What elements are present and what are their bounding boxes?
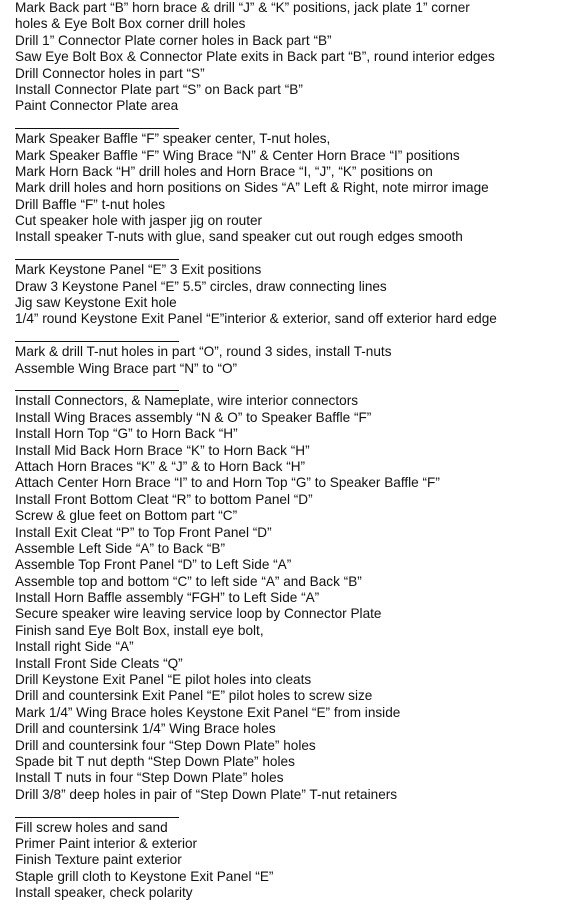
checklist-line: Assemble top and bottom “C” to left side “A” and Back “B” — [15, 573, 362, 589]
checklist-line: Drill Keystone Exit Panel “E pilot holes into cleats — [15, 672, 312, 688]
checklist-line: Draw 3 Keystone Panel “E” 5.5” circles, draw connecting lines — [15, 278, 387, 294]
checklist-line: Install Front Bottom Cleat “R” to bottom Panel “D” — [15, 491, 313, 507]
checklist-line: Install Wing Braces assembly “N & O” to Speaker Baffle “F” — [15, 409, 372, 425]
checklist-line: Finish Texture paint exterior — [15, 852, 182, 868]
checklist-line: Install Exit Cleat “P” to Top Front Panel “D” — [15, 524, 272, 540]
divider-rule — [15, 259, 179, 260]
checklist-line: Mark 1/4” Wing Brace holes Keystone Exit Panel “E” from inside — [15, 704, 401, 720]
checklist-line: holes & Eye Bolt Box corner drill holes — [15, 16, 246, 32]
checklist-line: Drill 1” Connector Plate corner holes in Back part “B” — [15, 32, 332, 48]
divider-rule — [15, 390, 179, 391]
section-divider — [15, 377, 563, 393]
checklist-line: Paint Connector Plate area — [15, 98, 179, 114]
checklist-line: Finish sand Eye Bolt Box, install eye bolt, — [15, 622, 264, 638]
checklist-line: Drill and countersink 1/4” Wing Brace holes — [15, 721, 276, 737]
section-finishing — [15, 820, 563, 902]
checklist-line: Install Horn Top “G” to Horn Back “H” — [15, 426, 238, 442]
checklist-line: Assemble Left Side “A” to Back “B” — [15, 540, 226, 556]
checklist-line: Assemble Top Front Panel “D” to Left Side “A” — [15, 557, 292, 573]
section-divider — [15, 246, 563, 262]
checklist-line: Assemble Wing Brace part “N” to “O” — [15, 360, 238, 376]
section-divider — [15, 115, 563, 131]
divider-rule — [15, 128, 179, 129]
checklist-line: Install Connector Plate part “S” on Back part “B” — [15, 81, 303, 97]
checklist-line: Drill Baffle “F” t-nut holes — [15, 196, 166, 212]
checklist-line: Cut speaker hole with jasper jig on router — [15, 213, 263, 229]
checklist-line: Install Connectors, & Nameplate, wire interior connectors — [15, 393, 359, 409]
checklist-line: Attach Center Horn Brace “I” to and Horn Top “G” to Speaker Baffle “F” — [15, 475, 440, 491]
checklist-line: Mark & drill T-nut holes in part “O”, round 3 sides, install T-nuts — [15, 344, 392, 360]
section-wing-brace — [15, 344, 563, 377]
checklist-line: Drill and countersink Exit Panel “E” pilot holes to screw size — [15, 688, 373, 704]
section-divider — [15, 803, 563, 819]
divider-rule — [15, 817, 179, 818]
checklist-line: Drill Connector holes in part “S” — [15, 65, 205, 81]
section-keystone-panel — [15, 262, 563, 328]
section-back-panel — [15, 0, 563, 115]
checklist-line: Install T nuts in four “Step Down Plate” holes — [15, 770, 284, 786]
checklist-line: Mark Horn Back “H” drill holes and Horn Brace “I, “J”, “K” positions on — [15, 163, 433, 179]
checklist-line: Jig saw Keystone Exit hole — [15, 295, 177, 311]
checklist-line: Screw & glue feet on Bottom part “C” — [15, 508, 238, 524]
checklist-line: Mark Back part “B” horn brace & drill “J” & “K” positions, jack plate 1” corner — [15, 0, 470, 15]
checklist-line: Install Mid Back Horn Brace “K” to Horn Back “H” — [15, 442, 310, 458]
checklist-line: Staple grill cloth to Keystone Exit Panel “E” — [15, 868, 274, 884]
divider-rule — [15, 341, 179, 342]
checklist-line: Mark Keystone Panel “E” 3 Exit positions — [15, 262, 262, 278]
section-assembly — [15, 393, 563, 803]
checklist-line: Attach Horn Braces “K” & “J” & to Horn Back “H” — [15, 458, 306, 474]
checklist-line: Drill and countersink four “Step Down Plate” holes — [15, 737, 316, 753]
checklist-line: Mark drill holes and horn positions on Sides “A” Left & Right, note mirror image — [15, 180, 489, 196]
section-divider — [15, 328, 563, 344]
checklist-line: Install speaker T-nuts with glue, sand speaker cut out rough edges smooth — [15, 229, 463, 245]
checklist-line: Install Front Side Cleats “Q” — [15, 655, 183, 671]
checklist-line: Mark Speaker Baffle “F” speaker center, T-nut holes, — [15, 131, 331, 147]
checklist-line: Mark Speaker Baffle “F” Wing Brace “N” & Center Horn Brace “I” positions — [15, 147, 460, 163]
checklist-line: Spade bit T nut depth “Step Down Plate” holes — [15, 753, 295, 769]
section-speaker-baffle — [15, 131, 563, 246]
checklist-line: Install right Side “A” — [15, 639, 134, 655]
assembly-checklist — [15, 0, 563, 901]
checklist-line: Secure speaker wire leaving service loop by Connector Plate — [15, 606, 382, 622]
checklist-line: Fill screw holes and sand — [15, 819, 168, 835]
checklist-line: Saw Eye Bolt Box & Connector Plate exits in Back part “B”, round interior edges — [15, 49, 495, 65]
checklist-line: Install speaker, check polarity — [15, 885, 193, 901]
checklist-line: Primer Paint interior & exterior — [15, 835, 198, 851]
checklist-line: Install Horn Baffle assembly “FGH” to Left Side “A” — [15, 590, 320, 606]
checklist-line: Drill 3/8” deep holes in pair of “Step Down Plate” T-nut retainers — [15, 786, 398, 802]
checklist-line: 1/4” round Keystone Exit Panel “E”interior & exterior, sand off exterior hard edge — [15, 311, 497, 327]
